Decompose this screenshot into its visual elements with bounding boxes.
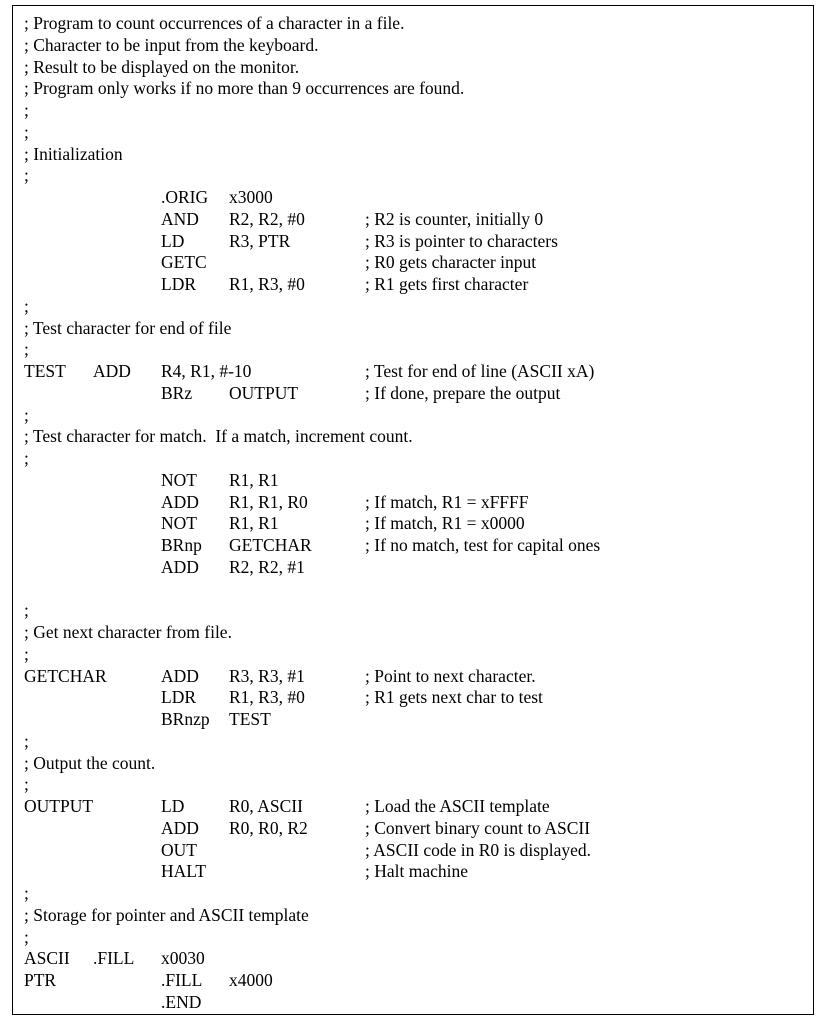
code-line <box>0 686 824 708</box>
comment-line: ; <box>24 600 29 621</box>
comment: ; Halt machine <box>365 861 469 882</box>
code-line <box>0 447 824 469</box>
operands: TEST <box>229 709 271 729</box>
code-line <box>0 208 824 230</box>
opcode: BRnzp <box>161 709 210 729</box>
comment-line: ; <box>24 404 29 425</box>
label: TEST <box>24 361 66 381</box>
comment: ; R2 is counter, initially 0 <box>365 208 544 229</box>
comment-line: ; Program to count occurrences of a character in a file. <box>24 13 405 33</box>
comment: ; R1 gets first character <box>365 274 529 294</box>
code-line <box>0 860 824 882</box>
opcode: NOT <box>161 513 197 534</box>
comment-line: ; Storage for pointer and ASCII template <box>24 904 309 925</box>
opcode: OUT <box>161 839 197 860</box>
comment: ; If no match, test for capital ones <box>365 535 601 555</box>
code-line <box>0 360 824 382</box>
code-line <box>0 578 824 600</box>
comment-line: ; Program only works if no more than 9 occurrences are found. <box>24 78 465 99</box>
code-line <box>0 164 824 186</box>
opcode: NOT <box>161 469 197 490</box>
label: GETCHAR <box>24 665 107 686</box>
operands: R0, ASCII <box>229 796 303 816</box>
code-line <box>0 621 824 643</box>
code-line <box>0 665 824 687</box>
code-line <box>0 56 824 78</box>
code-line <box>0 273 824 295</box>
opcode: BRnp <box>161 535 202 555</box>
comment: ; R3 is pointer to characters <box>365 230 558 251</box>
comment-line: ; <box>24 774 29 795</box>
comment: ; Load the ASCII template <box>365 796 550 816</box>
code-line <box>0 99 824 121</box>
code-line <box>0 338 824 360</box>
label: PTR <box>24 970 57 990</box>
code-line <box>0 512 824 534</box>
code-line <box>0 599 824 621</box>
comment-line: ; Test character for end of file <box>24 317 232 338</box>
code-line <box>0 991 824 1013</box>
operand: R4, R1, #-10 <box>161 361 252 381</box>
opcode: .END <box>161 991 202 1012</box>
operands: R3, R3, #1 <box>229 665 305 686</box>
operands: x3000 <box>229 187 273 207</box>
operand: x0030 <box>161 948 205 969</box>
code-line <box>0 121 824 143</box>
code-line <box>0 534 824 556</box>
comment: ; Convert binary count to ASCII <box>365 817 591 838</box>
operands: R3, PTR <box>229 230 291 251</box>
comment-line: ; <box>24 100 29 120</box>
operands: R2, R2, #1 <box>229 556 305 577</box>
comment-line: ; <box>24 643 29 664</box>
comment: ; Test for end of line (ASCII xA) <box>365 361 595 381</box>
code-line <box>0 382 824 404</box>
code-line <box>0 491 824 513</box>
opcode: LD <box>161 796 185 816</box>
comment: ; ASCII code in R0 is displayed. <box>365 839 592 860</box>
comment-line: ; <box>24 448 29 468</box>
code-line <box>0 730 824 752</box>
code-line <box>0 839 824 861</box>
code-line <box>0 556 824 578</box>
operands: GETCHAR <box>229 535 312 555</box>
opcode: ADD <box>93 361 131 381</box>
comment: ; R0 gets character input <box>365 252 537 273</box>
comment-line: ; Character to be input from the keyboard. <box>24 34 319 55</box>
code-line <box>0 77 824 99</box>
opcode: LDR <box>161 274 196 294</box>
opcode: HALT <box>161 861 207 882</box>
comment-line: ; <box>24 295 29 316</box>
code-line <box>0 186 824 208</box>
label: ASCII <box>24 948 70 969</box>
operands: x4000 <box>229 970 273 990</box>
operands: R2, R2, #0 <box>229 208 305 229</box>
comment: ; If match, R1 = xFFFF <box>365 491 529 512</box>
code-line <box>0 230 824 252</box>
code-line <box>0 947 824 969</box>
operands: R1, R3, #0 <box>229 274 305 294</box>
code-line <box>0 752 824 774</box>
code-line <box>0 295 824 317</box>
code-line <box>0 708 824 730</box>
code-line <box>0 795 824 817</box>
operands: R0, R0, R2 <box>229 817 308 838</box>
opcode: ADD <box>161 491 199 512</box>
code-line <box>0 425 824 447</box>
code-line <box>0 12 824 34</box>
comment-line: ; Test character for match. If a match, increment count. <box>24 426 413 447</box>
opcode: LD <box>161 230 185 251</box>
code-line <box>0 143 824 165</box>
opcode: BRz <box>161 382 193 403</box>
code-line <box>0 404 824 426</box>
comment-line: ; Output the count. <box>24 752 156 773</box>
opcode: .FILL <box>161 970 203 990</box>
opcode: ADD <box>161 556 199 577</box>
opcode: .ORIG <box>161 187 209 207</box>
operands: R1, R3, #0 <box>229 687 305 708</box>
code-line <box>0 317 824 339</box>
opcode: .FILL <box>93 948 135 969</box>
comment: ; If match, R1 = x0000 <box>365 513 525 534</box>
opcode: LDR <box>161 687 196 708</box>
operands: R1, R1 <box>229 513 279 534</box>
operands: R1, R1 <box>229 469 279 490</box>
comment: ; If done, prepare the output <box>365 382 561 403</box>
code-line <box>0 643 824 665</box>
comment-line: ; <box>24 165 29 186</box>
opcode: GETC <box>161 252 207 273</box>
comment-line: ; <box>24 121 29 142</box>
code-line <box>0 817 824 839</box>
comment: ; Point to next character. <box>365 665 536 686</box>
code-line <box>0 882 824 904</box>
comment-line: ; <box>24 926 29 947</box>
code-line <box>0 773 824 795</box>
code-line <box>0 904 824 926</box>
comment-line: ; Get next character from file. <box>24 622 232 642</box>
comment-line: ; <box>24 339 29 360</box>
opcode: ADD <box>161 665 199 686</box>
operands: R1, R1, R0 <box>229 491 308 512</box>
opcode: AND <box>161 208 199 229</box>
operands: OUTPUT <box>229 382 299 403</box>
comment-line: ; <box>24 883 29 903</box>
comment: ; R1 gets next char to test <box>365 687 543 708</box>
code-line <box>0 969 824 991</box>
comment-line: ; <box>24 730 29 751</box>
code-line <box>0 251 824 273</box>
code-line <box>0 926 824 948</box>
code-line <box>0 34 824 56</box>
comment-line: ; Initialization <box>24 143 123 164</box>
label: OUTPUT <box>24 796 94 816</box>
comment-line: ; Result to be displayed on the monitor. <box>24 56 300 77</box>
code-line <box>0 469 824 491</box>
opcode: ADD <box>161 817 199 838</box>
